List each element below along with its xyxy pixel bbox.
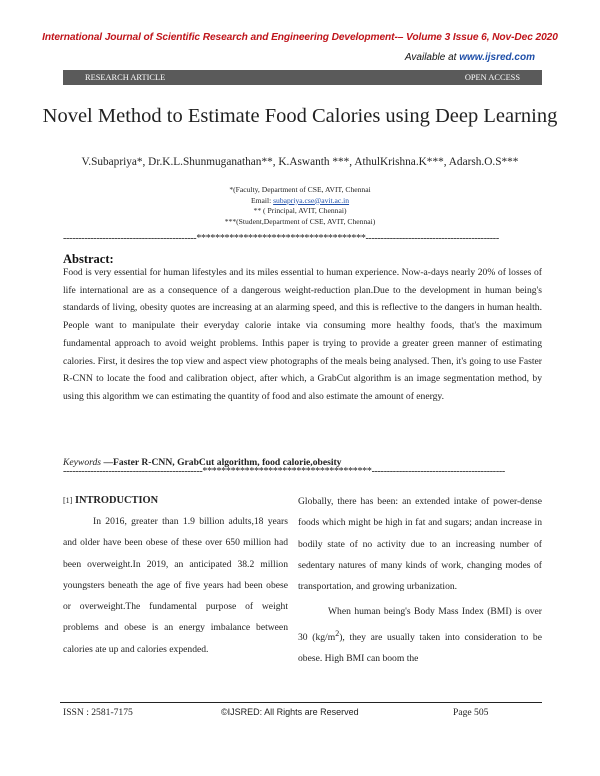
open-access: OPEN ACCESS xyxy=(464,73,520,82)
section-title: INTRODUCTION xyxy=(74,495,159,506)
paragraph: Globally, there has been: an extended intake of power-dense foods which might be high in fat and sugars; andan increase in bodily state of no activity due to an increasing number of sedentary natures of many kinds of work, changing modes of transportation, and growing urbanization. xyxy=(298,496,542,593)
bmi-text: When human being's Body Mass Index (BMI) is over 30 (kg/m xyxy=(298,606,542,643)
affiliation-principal: ** ( Principal, AVIT, Chennai) xyxy=(253,206,347,215)
footer-divider xyxy=(60,702,542,703)
journal-url-link[interactable]: www.ijsred.com xyxy=(459,52,535,63)
issn: ISSN : 2581-7175 xyxy=(63,707,133,718)
section-number: [1] xyxy=(63,496,73,505)
separator-rule: ----------------------------------------------************************************-------------------------------------------- xyxy=(63,467,505,477)
email-line xyxy=(0,196,600,207)
email-label: Email: xyxy=(250,195,272,205)
journal-header: International Journal of Scientific Research and Engineering Development-– Volume 3 Issue 6, Nov-Dec 2020 xyxy=(42,32,558,43)
keywords-label: Keywords xyxy=(63,457,102,468)
abstract-text: Food is very essential for human lifestyles and its miles essential to human experience. Now-a-days nearly 20% of losses of life international are as a consequence of a dangerous weight-reduction plan.Due to the development in human being's standards of living, obesity quotes are increasing at an alarming speed, and this is reflective to the dangers in human health. People want to manipulate their everyday calorie intake via consuming more healthy foods, that's the maximum fundamental approach to avoid weight problems. Inthis paper is trying to provide a greater green manner of estimating calories. First, it desires the top view and aspect view photographs of the meals being analysed. Then, it's going to use Faster R-CNN to locate the food and calibration object, after which, a GrabCut algorithm is an image segmentation method, by using this algorithm we can estimating the quantity of food and also estimate the amount of energy. xyxy=(63,267,542,402)
affiliations xyxy=(0,185,600,227)
bmi-text-cont: ), they are usually taken into consideration to be obese. High BMI can boom the xyxy=(298,631,542,665)
email-link[interactable]: subapriya.cse@avit.ac.in xyxy=(273,195,350,205)
separator-rule: --------------------------------------------************************************-------------------------------------------- xyxy=(63,234,499,244)
paper-title: Novel Method to Estimate Food Calories using Deep Learning xyxy=(42,105,558,127)
right-column xyxy=(298,491,542,670)
page-number: Page 505 xyxy=(453,707,489,718)
available-label: Available at xyxy=(404,52,457,63)
paragraph: In 2016, greater than 1.9 billion adults,18 years and older have been obese of these over 650 million had been overweight.In 2019, an anticipated 38.2 million youngsters beneath the age of five years had been obese or overweight.The fundamental purpose of weight problems and obese is an energy imbalance between calories ate up and calories expended. xyxy=(63,516,288,655)
article-type: RESEARCH ARTICLE xyxy=(85,73,166,82)
availability-line xyxy=(405,52,535,63)
abstract-heading: Abstract: xyxy=(63,252,114,266)
paragraph xyxy=(298,601,542,669)
author-list: V.Subapriya*, Dr.K.L.Shunmuganathan**, K.Aswanth ***, AthulKrishna.K***, Adarsh.O.S*** xyxy=(81,156,519,168)
article-type-band xyxy=(63,70,542,85)
left-column xyxy=(63,491,288,660)
section-heading xyxy=(63,491,288,511)
affiliation-student: ***(Student,Department of CSE, AVIT, Chennai) xyxy=(224,216,376,226)
superscript: 2 xyxy=(335,628,340,638)
keywords-text: —Faster R-CNN, GrabCut algorithm, food calorie,obesity xyxy=(103,457,342,468)
affiliation-faculty: *(Faculty, Department of CSE, AVIT, Chennai xyxy=(229,185,371,194)
copyright: ©IJSRED: All Rights are Reserved xyxy=(221,707,359,717)
